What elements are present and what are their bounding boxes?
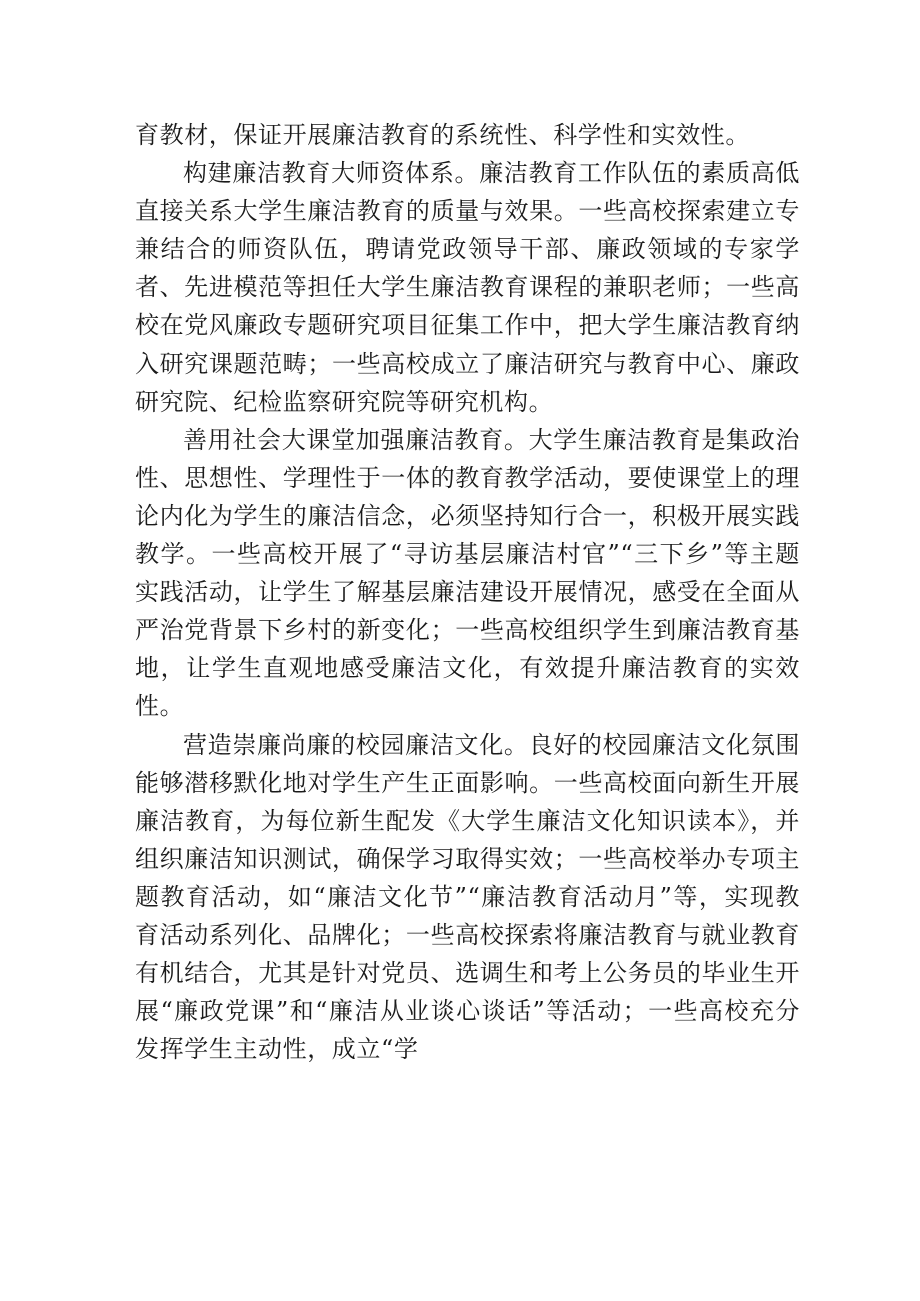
paragraph-campus-culture: 营造崇廉尚廉的校园廉洁文化。良好的校园廉洁文化氛围能够潜移默化地对学生产生正面影响。一些高校面向新生开展廉洁教育，为每位新生配发《大学生廉洁文化知识读本》，并组织廉洁知识测试，确保学习取得实效；一些高校举办专项主题教育活动，如“廉洁文化节”“廉洁教育活动月”等，实现教育活动系列化、品牌化；一些高校探索将廉洁教育与就业教育有机结合，尤其是针对党员、选调生和考上公务员的毕业生开展“廉政党课”和“廉洁从业谈心谈话”等活动；一些高校充分发挥学生主动性，成立“学	[135, 730, 800, 1064]
paragraph-continuation: 育教材，保证开展廉洁教育的系统性、科学性和实效性。	[135, 121, 750, 149]
paragraph-social-classroom: 善用社会大课堂加强廉洁教育。大学生廉洁教育是集政治性、思想性、学理性于一体的教育教学活动，要使课堂上的理论内化为学生的廉洁信念，必须坚持知行合一，积极开展实践教学。一些高校开展了“寻访基层廉洁村官”“三下乡”等主题实践活动，让学生了解基层廉洁建设开展情况，感受在全面从严治党背景下乡村的新变化；一些高校组织学生到廉洁教育基地，让学生直观地感受廉洁文化，有效提升廉洁教育的实效性。	[135, 425, 800, 721]
document-body	[135, 116, 800, 1068]
paragraph-teacher-system: 构建廉洁教育大师资体系。廉洁教育工作队伍的素质高低直接关系大学生廉洁教育的质量与效果。一些高校探索建立专兼结合的师资队伍，聘请党政领导干部、廉政领域的专家学者、先进模范等担任大学生廉洁教育课程的兼职老师；一些高校在党风廉政专题研究项目征集工作中，把大学生廉洁教育纳入研究课题范畴；一些高校成立了廉洁研究与教育中心、廉政研究院、纪检监察研究院等研究机构。	[135, 159, 800, 416]
